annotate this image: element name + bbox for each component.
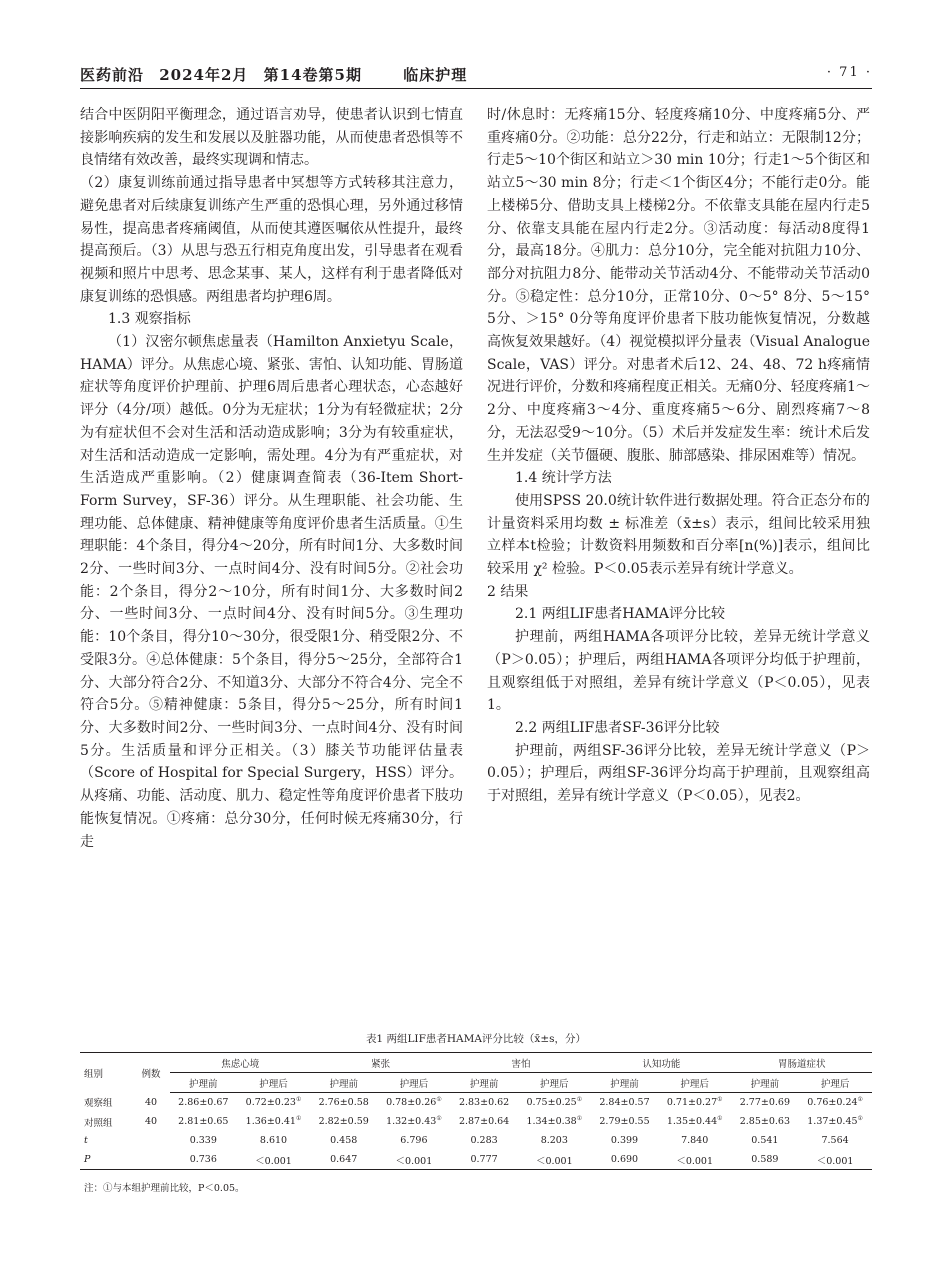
issue-date: 2024年2月 [159, 66, 249, 84]
paragraph: 结合中医阴阳平衡理念，通过语言劝导，使患者认识到七情直接影响疾病的发生和发展以及脏器功能，从而使患者恐惧等不良情绪有效改善，最终实现调和情志。 [80, 107, 463, 169]
paragraph: 护理前，两组HAMA各项评分比较，差异无统计学意义（P＞0.05）；护理后，两组HAMA各项评分均低于护理前，且观察组低于对照组，差异有统计学意义（P＜0.05），见表1。 [487, 629, 870, 714]
subheader-after: 护理后 [237, 1073, 311, 1093]
table-cell: 8.610 [259, 1135, 288, 1146]
significance-mark: ① [857, 1096, 863, 1104]
table-cell: 0.458 [330, 1135, 358, 1146]
right-column [487, 104, 870, 808]
section-heading: 1.3 观察指标 [108, 311, 191, 328]
paragraph: （2）康复训练前通过指导患者中冥想等方式转移其注意力，避免患者对后续康复训练产生严重的恐惧心理，另外通过移情易性，提高患者疼痛阈值，从而使其遵医嘱依从性提升，最终提高预后。（3）从思与恐五行相克角度出发，引导患者在观看视频和照片中思考、思念某事、某人，这样有利于患者降低对康复训练的恐惧感。两组患者均护理6周。 [80, 175, 463, 305]
table-cell: 0.78±0.26① [386, 1096, 442, 1109]
col-header-n: 例数 [132, 1053, 170, 1093]
hama-table [80, 1052, 872, 1170]
paragraph: （1）汉密尔顿焦虑量表（Hamilton Anxietyu Scale，HAMA）评分。从焦虑心境、紧张、害怕、认知功能、胃肠道症状等角度评价护理前、护理6周后患者心理状态，心态越好评分（4分/项）越低。0分为无症状；1分为有轻微症状；2分为有症状但不会对生活和活动造成影响；3分为有较重症状，对生活和活动造成一定影响，需处理。4分为有严重症状，对生活造成严重影响。（2）健康调查简表（36-Item Short-Form Survey，SF-36）评分。从生理职能、社会功能、生理功能、总体健康、精神健康等角度评价患者生活质量。①生理职能：4个条目，得分4～20分，所有时间1分、大多数时间2分、一些时间3分、一点时间4分、没有时间5分。②社会功能：2个条目，得分2～10分，所有时间1分、大多数时间2分、一些时间3分、一点时间4分、没有时间5分。③生理功能：10个条目，得分10～30分，很受限1分、稍受限2分、不受限3分。④总体健康：5个条目，得分5～25分，全部符合1分、大部分符合2分、不知道3分、大部分不符合4分、完全不符合5分。⑤精神健康：5条目，得分5～25分，所有时间1分、大多数时间2分、一些时间3分、一点时间4分、没有时间5分。生活质量和评分正相关。（3）膝关节功能评估量表（Score of Hospital for Special Surgery，HSS）评分。从疼痛、功能、活动度、肌力、稳定性等角度评价患者下肢功能恢复情况。①疼痛：总分30分，任何时候无疼痛30分，行走 [80, 334, 463, 850]
header-left [80, 64, 476, 85]
table-caption: 表1 两组LIF患者HAMA评分比较（x̄±s，分） [365, 1033, 587, 1045]
table-cell: 0.71±0.27① [666, 1096, 723, 1109]
table-cell: 0.647 [310, 1150, 377, 1170]
left-column [80, 104, 463, 853]
table-cell: 2.84±0.57 [599, 1097, 650, 1108]
subheader-before: 护理前 [732, 1073, 799, 1093]
paragraph: 时/休息时：无疼痛15分、轻度疼痛10分、中度疼痛5分、严重疼痛0分。②功能：总分22分，行走和站立：无限制12分；行走5～10个街区和站立＞30 min 10分；行走1～5个街区和站立5～30 min 8分；行走＜1个街区4分；不能行走0分。能上楼梯5分、借助支具上楼梯2分。不依靠支具能在屋内行走5分、依靠支具能在屋内行走2分。③活动度：每活动8度得1分，最高18分。④肌力：总分10分，完全能对抗阻力10分、部分对抗阻力8分、能带动关节活动4分、不能带动关节活动0分。⑤稳定性：总分10分，正常10分、0～5° 8分、5～15° 5分、＞15° 0分等角度评价患者下肢功能恢复情况，分数越高恢复效果越好。（4）视觉模拟评分量表（Visual Analogue Scale，VAS）评分。对患者术后12、24、48、72 h疼痛情况进行评价，分数和疼痛程度正相关。无痛0分、轻度疼痛1～2分、中度疼痛3～4分、重度疼痛5～6分、剧烈疼痛7～8分，无法忍受9～10分。（5）术后并发症发生率：统计术后发生并发症（关节僵硬、腹胀、肺部感染、排尿困难等）情况。 [487, 107, 870, 464]
table-cell: 1.35±0.44① [666, 1115, 723, 1128]
table-cell: 7.840 [681, 1135, 709, 1146]
section-heading: 2.2 两组LIF患者SF-36评分比较 [515, 719, 720, 736]
table-cell: 7.564 [821, 1135, 849, 1146]
table-cell: 8.203 [540, 1135, 568, 1146]
table-cell: 1.37±0.45① [807, 1115, 863, 1128]
subheader-before: 护理前 [591, 1073, 658, 1093]
table-cell: ＜0.001 [377, 1150, 451, 1170]
table-cell: 0.541 [751, 1135, 779, 1146]
row-n: 40 [144, 1116, 158, 1127]
table-cell: 2.87±0.64 [458, 1116, 510, 1127]
table-cell: 0.283 [470, 1135, 498, 1146]
running-header [80, 62, 872, 89]
table-cell: 2.76±0.58 [318, 1097, 369, 1108]
table-cell: 2.77±0.69 [739, 1097, 790, 1108]
table-cell: 0.777 [451, 1150, 518, 1170]
table-cell: 0.736 [170, 1150, 237, 1170]
paragraph: 2 结果 [487, 583, 529, 600]
page-number: · 71 · [826, 65, 872, 80]
table-cell: 1.34±0.38① [526, 1115, 583, 1128]
table-cell: 2.83±0.62 [458, 1097, 510, 1108]
subheader-before: 护理前 [451, 1073, 518, 1093]
col-header-item: 紧张 [310, 1053, 450, 1073]
significance-mark: ① [295, 1115, 302, 1123]
table-cell: 0.72±0.23① [245, 1096, 302, 1109]
table-cell: ＜0.001 [517, 1150, 591, 1170]
paragraph: 护理前，两组SF-36评分比较，差异无统计学意义（P＞0.05）；护理后，两组SF-36评分均高于护理前，且观察组高于对照组，差异有统计学意义（P＜0.05），见表2。 [487, 742, 870, 805]
significance-mark: ① [576, 1096, 583, 1104]
col-header-item: 害怕 [451, 1053, 591, 1073]
table-cell: 0.690 [591, 1150, 658, 1170]
col-header-item: 胃肠道症状 [732, 1053, 872, 1073]
row-label: 观察组 [84, 1098, 113, 1110]
row-label: 对照组 [84, 1117, 113, 1129]
table-cell: 0.339 [189, 1135, 217, 1146]
table-row [80, 1131, 872, 1150]
table-cell: ＜0.001 [798, 1150, 872, 1170]
row-n [132, 1150, 170, 1170]
row-label: P [80, 1150, 132, 1170]
col-header-group: 组别 [80, 1053, 132, 1093]
subheader-after: 护理后 [658, 1073, 732, 1093]
table-cell: 1.32±0.43① [386, 1115, 442, 1128]
subheader-before: 护理前 [310, 1073, 377, 1093]
table-cell: 2.81±0.65 [178, 1116, 229, 1127]
significance-mark: ① [717, 1115, 723, 1123]
section-name: 临床护理 [403, 66, 468, 84]
table-cell: ＜0.001 [658, 1150, 732, 1170]
table-1 [80, 1031, 872, 1194]
significance-mark: ① [436, 1115, 442, 1123]
subheader-before: 护理前 [170, 1073, 237, 1093]
significance-mark: ① [295, 1096, 302, 1104]
significance-mark: ① [576, 1115, 583, 1123]
section-heading: 2.1 两组LIF患者HAMA评分比较 [515, 606, 726, 623]
table-note: 注：①与本组护理前比较，P＜0.05。 [84, 1183, 245, 1194]
row-n: 40 [144, 1096, 158, 1108]
table-cell: 0.75±0.25① [526, 1096, 583, 1109]
significance-mark: ① [436, 1096, 442, 1104]
col-header-item: 焦虑心境 [170, 1053, 310, 1073]
table-cell: 1.36±0.41① [245, 1115, 302, 1128]
table-cell: 0.589 [732, 1150, 799, 1170]
table-cell: 2.82±0.59 [318, 1116, 369, 1127]
table-cell: 0.76±0.24① [807, 1096, 863, 1109]
paragraph: 使用SPSS 20.0统计软件进行数据处理。符合正态分布的计量资料采用均数 ± 标准差（x̄±s）表示，组间比较采用独立样本t检验；计数资料用频数和百分率[n(%)]表示，组间比较采用 χ² 检验。P＜0.05表示差异有统计学意义。 [487, 492, 870, 578]
table-row [80, 1150, 872, 1170]
col-header-item: 认知功能 [591, 1053, 731, 1073]
row-label: t [84, 1135, 88, 1146]
volume-issue: 第14卷第5期 [263, 66, 362, 84]
table-cell: 2.85±0.63 [739, 1116, 790, 1127]
subheader-after: 护理后 [517, 1073, 591, 1093]
table-row [80, 1093, 872, 1113]
table-cell: 0.399 [610, 1135, 639, 1146]
significance-mark: ① [857, 1115, 863, 1123]
table-cell: 6.796 [400, 1135, 428, 1146]
row-n [132, 1131, 170, 1150]
table-cell: 2.86±0.67 [178, 1097, 229, 1108]
significance-mark: ① [717, 1096, 723, 1104]
journal-name: 医药前沿 [80, 66, 145, 84]
subheader-after: 护理后 [377, 1073, 451, 1093]
table-cell: ＜0.001 [237, 1150, 311, 1170]
table-row [80, 1112, 872, 1131]
table-cell: 2.79±0.55 [599, 1116, 650, 1127]
section-heading: 1.4 统计学方法 [515, 470, 612, 487]
subheader-after: 护理后 [798, 1073, 872, 1093]
